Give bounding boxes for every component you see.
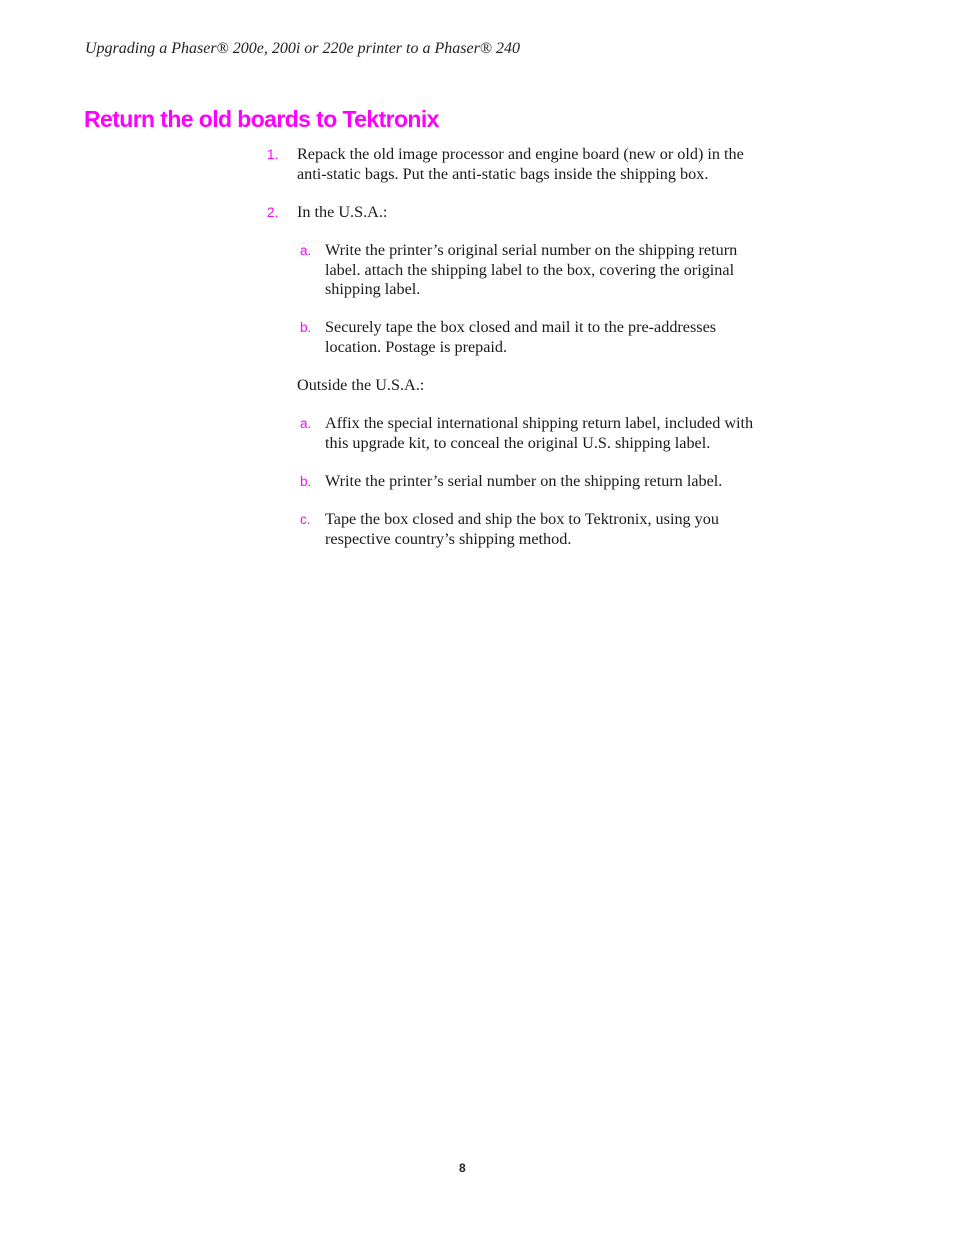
substep-letter: a. bbox=[300, 243, 312, 258]
text-line: Repack the old image processor and engine board (new or old) in the bbox=[297, 145, 744, 163]
text-line: respective country’s shipping method. bbox=[325, 529, 572, 548]
section-title: Return the old boards to Tektronix bbox=[84, 106, 439, 132]
substep-text bbox=[325, 472, 722, 492]
text-line: Tape the box closed and ship the box to Tektronix, using you bbox=[325, 510, 719, 528]
outside-usa-heading: Outside the U.S.A.: bbox=[297, 376, 425, 394]
substep-letter: b. bbox=[300, 474, 312, 489]
text-line: label. attach the shipping label to the box, covering the original bbox=[325, 260, 735, 279]
substep-letter: b. bbox=[300, 320, 312, 335]
substep-letter: c. bbox=[300, 512, 311, 527]
substep-text bbox=[325, 318, 716, 357]
step-number: 1. bbox=[267, 147, 279, 162]
text-line: location. Postage is prepaid. bbox=[325, 337, 508, 356]
step-text bbox=[297, 145, 744, 184]
text-line: In the U.S.A.: bbox=[297, 203, 388, 221]
text-line: this upgrade kit, to conceal the original U.S. shipping label. bbox=[325, 433, 711, 452]
text-line: Write the printer’s serial number on the shipping return label. bbox=[325, 472, 723, 490]
substep-letter: a. bbox=[300, 416, 312, 431]
text-line: Securely tape the box closed and mail it to the pre-addresses bbox=[325, 318, 717, 336]
step-text bbox=[297, 203, 387, 223]
page-number: 8 bbox=[459, 1161, 466, 1175]
substep-text bbox=[325, 241, 737, 300]
substep-text bbox=[325, 414, 753, 453]
text-line: shipping label. bbox=[325, 280, 421, 299]
step-number: 2. bbox=[267, 205, 279, 220]
text-line: Write the printer’s original serial number on the shipping return bbox=[325, 241, 738, 259]
text-line: Affix the special international shipping return label, included with bbox=[325, 414, 754, 432]
text-line: anti-static bags. Put the anti-static bags inside the shipping box. bbox=[297, 164, 709, 183]
running-header: Upgrading a Phaser® 200e, 200i or 220e printer to a Phaser® 240 bbox=[85, 40, 520, 57]
substep-text bbox=[325, 510, 719, 549]
